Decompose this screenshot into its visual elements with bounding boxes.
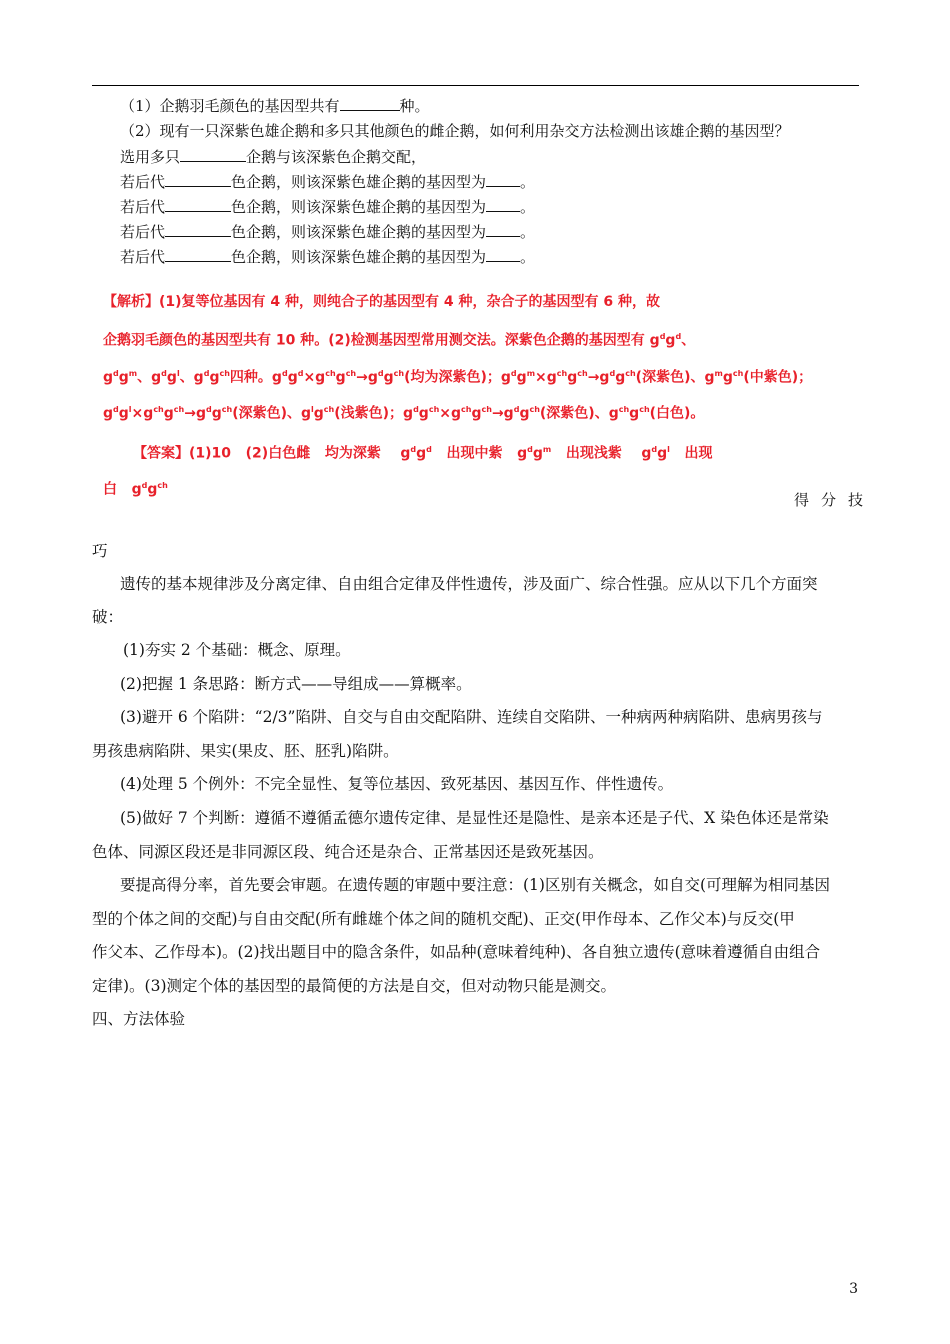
answer-line-1: 【答案】(1)10 (2)白色雌 均为深紫 $g^dg^d$ 出现中紫 $g^dg^m$ 出现浅紫 $g^dg^l$ 出现 <box>133 445 713 462</box>
select-line: 选用多只 企鹅与该深紫色企鹅交配， <box>120 148 427 166</box>
answer-line-2: 白 $g^dg^{ch}$ <box>103 481 168 498</box>
list-item: (4)处理 5 个例外：不完全显性、复等位基因、致死基因、基因互作、伴性遗传。 <box>120 775 674 793</box>
header-rule <box>92 85 859 86</box>
question-2-title: （2）现有一只深紫色雄企鹅和多只其他颜色的雌企鹅，如何利用杂交方法检测出该雄企鹅的基因型？ <box>120 122 790 140</box>
list-item: (1)夯实 2 个基础：概念、原理。 <box>123 641 351 659</box>
list-item: (5)做好 7 个判断：遵循不遵循孟德尔遗传定律、是显性还是隐性、是亲本还是子代、X 染色体还是常染 <box>120 809 829 827</box>
analysis-line-1: 【解析】(1)复等位基因有 4 种，则纯合子的基因型有 4 种，杂合子的基因型有 6 种，故 <box>103 294 661 310</box>
analysis-line-3: $g^dg^m$、$g^dg^l$、$g^dg^{ch}$四种。$g^dg^d\times g^{ch}g^{ch}\to g^dg^{ch}$(均为深紫色)；$g^dg^m\times g^{ch}g^{ch}\to g^dg^{ch}$(深紫色)、$g^mg^{ch}$(中紫色)； <box>103 369 813 386</box>
case-line: 若后代 色企鹅，则该深紫色雄企鹅的基因型为 。 <box>120 248 536 266</box>
question-1: （1）企鹅羽毛颜色的基因型共有 种。 <box>120 97 430 115</box>
paragraph-line: 遗传的基本规律涉及分离定律、自由组合定律及伴性遗传，涉及面广、综合性强。应从以下几个方面突 <box>120 575 818 593</box>
paragraph-line: 破： <box>92 608 124 626</box>
tips-heading: 得分技 <box>794 491 876 509</box>
tips-heading-continued: 巧 <box>92 542 108 560</box>
paragraph-line: 作父本、乙作母本)。(2)找出题目中的隐含条件，如品种(意味着纯种)、各自独立遗传(意味着遵循自由组合 <box>92 943 821 961</box>
list-item: 色体、同源区段还是非同源区段、纯合还是杂合、正常基因还是致死基因。 <box>92 843 604 861</box>
list-item: (2)把握 1 条思路：断方式——导组成——算概率。 <box>120 675 472 693</box>
analysis-line-2: 企鹅羽毛颜色的基因型共有 10 种。(2)检测基因型常用测交法。深紫色企鹅的基因型有 $g^dg^d$、 <box>103 332 696 349</box>
list-item: (3)避开 6 个陷阱：“2/3”陷阱、自交与自由交配陷阱、连续自交陷阱、一种病两种病陷阱、患病男孩与 <box>120 708 823 726</box>
case-line: 若后代 色企鹅，则该深紫色雄企鹅的基因型为 。 <box>120 173 536 191</box>
case-line: 若后代 色企鹅，则该深紫色雄企鹅的基因型为 。 <box>120 223 536 241</box>
paragraph-line: 型的个体之间的交配)与自由交配(所有雌雄个体之间的随机交配)、正交(甲作母本、乙作父本)与反交(甲 <box>92 910 795 928</box>
section-heading: 四、方法体验 <box>92 1010 186 1028</box>
paragraph-line: 要提高得分率，首先要会审题。在遗传题的审题中要注意：(1)区别有关概念，如自交(可理解为相同基因 <box>120 876 831 894</box>
paragraph-line: 定律)。(3)测定个体的基因型的最简便的方法是自交，但对动物只能是测交。 <box>92 977 617 995</box>
analysis-line-4: $g^dg^l\times g^{ch}g^{ch}\to g^dg^{ch}$(深紫色)、$g^lg^{ch}$(浅紫色)；$g^dg^{ch}\times g^{ch}g^{ch}\to g^dg^{ch}$(深紫色)、$g^{ch}g^{ch}$(白色)。 <box>103 405 705 422</box>
case-line: 若后代 色企鹅，则该深紫色雄企鹅的基因型为 。 <box>120 198 536 216</box>
page-number: 3 <box>849 1281 858 1297</box>
list-item: 男孩患病陷阱、果实(果皮、胚、胚乳)陷阱。 <box>92 742 399 760</box>
